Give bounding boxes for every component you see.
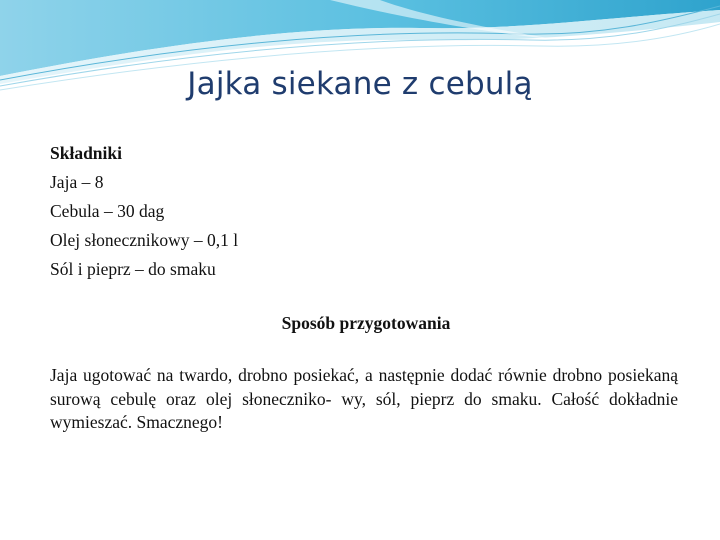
slide-title: Jajka siekane z cebulą xyxy=(187,66,533,102)
ingredient-item: Cebula – 30 dag xyxy=(50,201,165,221)
ingredient-item: Jaja – 8 xyxy=(50,172,104,192)
ingredient-item: Olej słonecznikowy – 0,1 l xyxy=(50,230,239,250)
method-heading: Sposób przygotowania xyxy=(281,313,451,333)
ingredients-list xyxy=(50,139,650,284)
ingredient-item: Sól i pieprz – do smaku xyxy=(50,259,216,279)
method-text: Jaja ugotować na twardo, drobno posiekać, a następnie dodać równie drobno posiekaną surową cebulę oraz olej słoneczniko- wy, sól, pieprz do smaku. Całość dokładnie wymieszać. Smacznego! xyxy=(50,365,678,432)
ingredients-heading: Składniki xyxy=(50,143,122,163)
